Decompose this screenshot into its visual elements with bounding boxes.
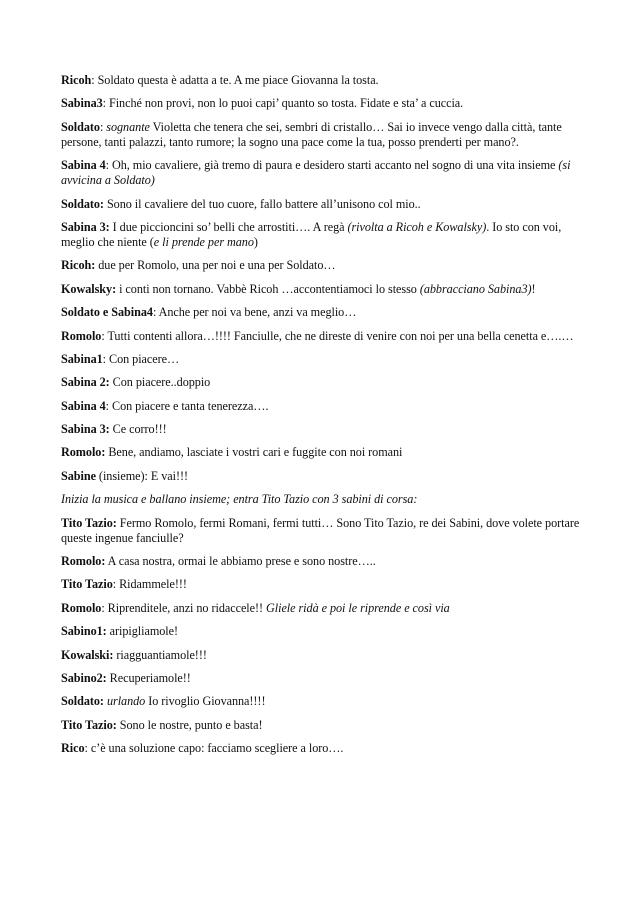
speaker-name: Soldato:	[61, 196, 104, 211]
dialogue-line	[61, 671, 594, 686]
dialogue-line	[61, 258, 594, 273]
dialogue-text: i conti non tornano. Vabbè Ricoh …accontentiamoci lo stesso	[116, 281, 420, 296]
speaker-name: Romolo	[61, 600, 102, 615]
dialogue-line	[61, 422, 594, 437]
dialogue-text: : Anche per noi va bene, anzi va meglio…	[152, 305, 357, 320]
dialogue-line	[61, 718, 594, 733]
dialogue-text: Fermo Romolo, fermi Romani, fermi tutti… Sono Tito Tazio, re dei Sabini, dove volete portare queste ingenue fanciulle?	[61, 515, 580, 545]
dialogue-text: . Io sto con voi, meglio che niente (	[61, 219, 562, 249]
dialogue-text: )	[253, 234, 258, 249]
dialogue-line	[61, 445, 594, 460]
dialogue-line	[61, 282, 594, 297]
speaker-name: Sabina 3:	[61, 422, 110, 437]
speaker-name: Tito Tazio:	[61, 717, 117, 732]
dialogue-line	[61, 220, 594, 250]
dialogue-line	[61, 158, 594, 188]
speaker-name: Sabino1:	[61, 624, 107, 639]
dialogue-text: A casa nostra, ormai le abbiamo prese e sono nostre…..	[105, 554, 376, 569]
dialogue-line	[61, 624, 594, 639]
speaker-name: Ricoh:	[61, 258, 96, 273]
speaker-name: Sabina 4	[61, 158, 106, 173]
speaker-name: Sabino2:	[61, 670, 107, 685]
dialogue-line	[61, 694, 594, 709]
dialogue-line	[61, 375, 594, 390]
speaker-name: Sabine	[61, 468, 96, 483]
dialogue-text: : Ridammele!!!	[112, 577, 187, 592]
stage-direction-text: Inizia la musica e ballano insieme; entra Tito Tazio con 3 sabini di corsa:	[61, 492, 418, 507]
stage-direction-text: (si avvicina a Soldato)	[61, 158, 571, 188]
speaker-name: Tito Tazio:	[61, 515, 117, 530]
dialogue-text: aripigliamole!	[106, 624, 179, 639]
stage-direction-text: sognante	[106, 119, 150, 134]
dialogue-line	[61, 554, 594, 569]
stage-direction-text: Gliele ridà e poi le riprende e così via	[266, 600, 450, 615]
dialogue-text: : c’è una soluzione capo: facciamo scegliere a loro….	[84, 741, 344, 756]
dialogue-line	[61, 577, 594, 592]
speaker-name: Sabina 4	[61, 398, 106, 413]
dialogue-line	[61, 197, 594, 212]
speaker-name: Romolo	[61, 328, 102, 343]
dialogue-line	[61, 516, 594, 546]
dialogue-text: !	[531, 281, 536, 296]
dialogue-text: due per Romolo, una per noi e una per Soldato…	[95, 258, 336, 273]
dialogue-text: : Con piacere…	[102, 351, 180, 366]
dialogue-text: (insieme): E vai!!!	[95, 468, 188, 483]
speaker-name: Kowalski:	[61, 647, 114, 662]
speaker-name: Kowalsky:	[61, 281, 117, 296]
dialogue-line	[61, 601, 594, 616]
stage-direction-text: e li prende per mano	[153, 234, 254, 249]
speaker-name: Ricoh	[61, 73, 92, 87]
dialogue-text: Bene, andiamo, lasciate i vostri cari e fuggite con noi romani	[105, 445, 403, 460]
speaker-name: Soldato	[61, 119, 100, 134]
dialogue-text: : Riprenditele, anzi no ridaccele!!	[101, 600, 267, 615]
dialogue-line	[61, 73, 594, 88]
dialogue-text: Con piacere..doppio	[109, 375, 211, 390]
dialogue-text: : Oh, mio cavaliere, già tremo di paura e desidero starti accanto nel sogno di una vita insieme	[105, 158, 559, 173]
dialogue-line	[61, 648, 594, 663]
dialogue-text: Sono le nostre, punto e basta!	[116, 717, 263, 732]
stage-direction	[61, 492, 594, 507]
speaker-name: Sabina3	[61, 96, 103, 111]
speaker-name: Romolo:	[61, 445, 106, 460]
dialogue-text: riagguantiamole!!!	[113, 647, 207, 662]
dialogue-line	[61, 120, 594, 150]
dialogue-text: : Tutti contenti allora…!!!! Fanciulle, che ne direste di venire con noi per una bella cenetta e….…	[101, 328, 574, 343]
speaker-name: Sabina 2:	[61, 375, 110, 390]
speaker-name: Soldato:	[61, 694, 104, 709]
dialogue-text: Violetta che tenera che sei, sembri di cristallo… Sai io invece vengo dalla città, tante persone, tanti palazzi, tanto rumore; la sogno una pace come la tua, posso prenderti per mano?.	[61, 119, 562, 149]
speaker-name: Romolo:	[61, 554, 106, 569]
stage-direction-text: urlando	[106, 694, 146, 709]
dialogue-text: : Finché non provi, non lo puoi capi’ quanto so tosta. Fidate e sta’ a cuccia.	[102, 96, 464, 111]
speaker-name: Rico	[61, 741, 85, 756]
dialogue-text: :	[99, 119, 107, 134]
speaker-name: Tito Tazio	[61, 577, 113, 592]
dialogue-line	[61, 329, 594, 344]
speaker-name: Sabina 3:	[61, 219, 110, 234]
speaker-name: Sabina1	[61, 351, 103, 366]
dialogue-text: I due piccioncini so’ belli che arrostiti…. A regà	[109, 219, 348, 234]
stage-direction-text: (rivolta a Ricoh e Kowalsky)	[347, 219, 487, 234]
dialogue-line	[61, 399, 594, 414]
dialogue-text: Io rivoglio Giovanna!!!!	[145, 694, 266, 709]
dialogue-text: Sono il cavaliere del tuo cuore, fallo battere all’unisono col mio..	[103, 196, 421, 211]
dialogue-line	[61, 96, 594, 111]
speaker-name: Soldato e Sabina4	[61, 305, 153, 320]
dialogue-line	[61, 305, 594, 320]
stage-direction-text: (abbracciano Sabina3)	[419, 281, 532, 296]
dialogue-text: : Soldato questa è adatta a te. A me piace Giovanna la tosta.	[91, 73, 379, 87]
dialogue-line	[61, 352, 594, 367]
dialogue-text: Ce corro!!!	[109, 422, 167, 437]
dialogue-line	[61, 741, 594, 756]
dialogue-text: Recuperiamole!!	[106, 670, 191, 685]
dialogue-text: : Con piacere e tanta tenerezza….	[105, 398, 269, 413]
dialogue-line	[61, 469, 594, 484]
script-page	[61, 73, 594, 765]
